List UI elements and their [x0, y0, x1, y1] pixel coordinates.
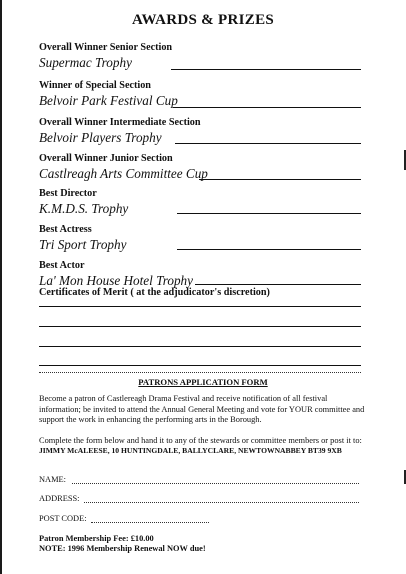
award-category: Overall Winner Senior Section	[39, 42, 173, 53]
award-trophy: K.M.D.S. Trophy	[39, 201, 129, 216]
award-junior	[39, 153, 365, 182]
scan-edge	[0, 0, 2, 574]
winner-entry-line[interactable]	[177, 213, 361, 214]
award-category: Winner of Special Section	[39, 80, 151, 91]
address-label: ADDRESS:	[39, 494, 80, 503]
merit-entry-line[interactable]	[39, 326, 361, 327]
merit-entry-line[interactable]	[39, 306, 361, 307]
winner-entry-line[interactable]	[199, 179, 361, 180]
award-trophy: Castlreagh Arts Committee Cup	[39, 166, 208, 181]
award-actress	[39, 224, 365, 253]
award-actor	[39, 260, 365, 289]
award-trophy: Belvoir Park Festival Cup	[39, 93, 178, 108]
renewal-note: NOTE: 1996 Membership Renewal NOW due!	[39, 544, 206, 553]
award-category: Overall Winner Junior Section	[39, 153, 173, 164]
winner-entry-line[interactable]	[195, 284, 361, 285]
award-trophy: Tri Sport Trophy	[39, 237, 127, 252]
merit-heading: Certificates of Merit ( at the adjudicator's discretion)	[39, 287, 270, 298]
patrons-form-title: PATRONS APPLICATION FORM	[138, 377, 268, 387]
address-field[interactable]	[39, 494, 80, 503]
membership-fee: Patron Membership Fee: £10.00	[39, 534, 154, 543]
postcode-input-line[interactable]	[91, 522, 209, 523]
postcode-label: POST CODE:	[39, 514, 87, 523]
patrons-instruction: Complete the form below and hand it to any of the stewards or committee members or post it to:	[39, 436, 362, 445]
award-director	[39, 188, 365, 217]
award-trophy: Supermac Trophy	[39, 55, 132, 70]
award-category: Best Director	[39, 188, 97, 199]
name-input-line[interactable]	[72, 483, 359, 484]
winner-entry-line[interactable]	[177, 249, 361, 250]
award-senior	[39, 42, 365, 71]
award-category: Overall Winner Intermediate Section	[39, 117, 201, 128]
name-label: NAME:	[39, 475, 66, 484]
winner-entry-line[interactable]	[175, 143, 361, 144]
page-title: AWARDS & PRIZES	[131, 12, 275, 28]
award-trophy: Belvoir Players Trophy	[39, 130, 162, 145]
postcode-field[interactable]	[39, 514, 87, 523]
postal-address: JIMMY McALEESE, 10 HUNTINGDALE, BALLYCLARE, NEWTOWNABBEY BT39 9XB	[39, 446, 342, 455]
cut-line-divider	[39, 372, 361, 373]
merit-entry-line[interactable]	[39, 365, 361, 366]
winner-entry-line[interactable]	[171, 69, 361, 70]
award-special	[39, 80, 365, 109]
award-trophy: La' Mon House Hotel Trophy	[39, 273, 193, 288]
name-field[interactable]	[39, 475, 66, 484]
award-category: Best Actress	[39, 224, 92, 235]
award-intermediate	[39, 117, 365, 146]
award-category: Best Actor	[39, 260, 85, 271]
address-input-line[interactable]	[84, 502, 359, 503]
winner-entry-line[interactable]	[173, 107, 361, 108]
merit-entry-line[interactable]	[39, 346, 361, 347]
patrons-intro: Become a patron of Castlereagh Drama Festival and receive notification of all festival information; be invited to attend the Annual General Meeting and vote for YOUR committee and support the work in enhancing the performing arts in the Borough.	[39, 394, 365, 425]
